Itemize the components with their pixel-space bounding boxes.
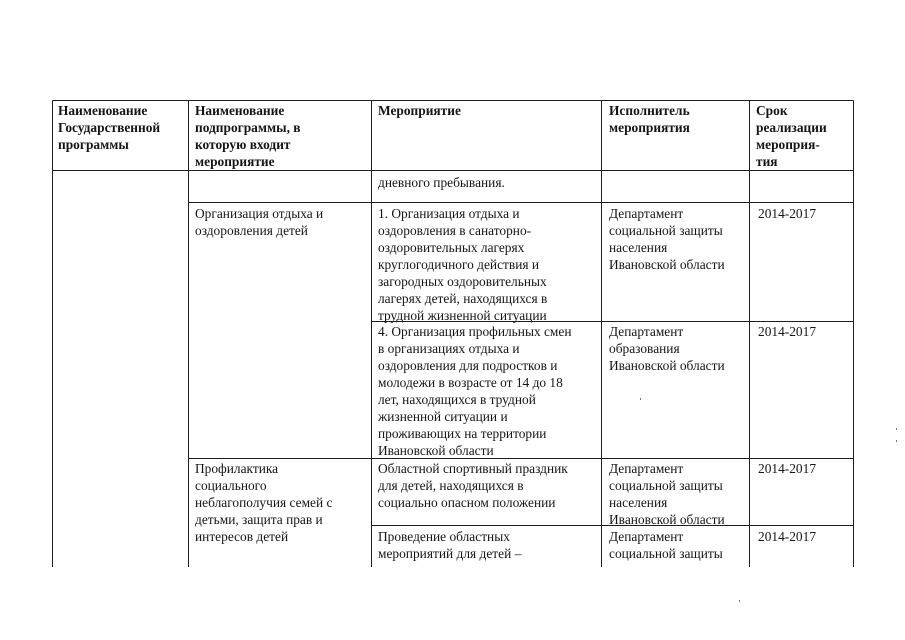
activity-term: 2014-2017 (758, 529, 817, 544)
activity-term: 2014-2017 (758, 324, 817, 339)
activity-term: 2014-2017 (758, 461, 817, 476)
activity-text: 4. Организация профильных смен в организациях отдыха и оздоровления для подростков и молодежи в возрасте от 14 до 18 лет, находящихся в трудной жизненной ситуации и проживающих на территории Ивановской области (378, 324, 572, 458)
subprogram-name: Организация отдыха и оздоровления детей (195, 206, 324, 238)
activity-executor: Департамент социальной защиты населения Ивановской области (609, 461, 725, 527)
scan-speck (896, 440, 897, 442)
activity-executor: Департамент социальной защиты (609, 529, 723, 561)
subprogram-name: Профилактика социального неблагополучия семей с детьми, защита прав и интересов детей (195, 461, 333, 544)
header-executor: Исполнитель мероприятия (609, 103, 690, 135)
scan-speck (896, 428, 897, 430)
activity-text: 1. Организация отдыха и оздоровления в санаторно- оздоровительных лагерях круглогодичного действия и загородных оздоровительных лагерях детей, находящихся в трудной жизненной ситуации (378, 206, 548, 323)
header-term: Срок реализации мероприя- тия (756, 103, 827, 169)
activity-executor: Департамент образования Ивановской области (609, 324, 725, 373)
activity-executor: Департамент социальной защиты населения Ивановской области (609, 206, 725, 272)
activity-text: Проведение областных мероприятий для детей – (378, 529, 522, 561)
scan-speck (739, 600, 740, 602)
header-subprogram: Наименование подпрограммы, в которую входит мероприятие (195, 103, 301, 169)
header-program: Наименование Государственной программы (58, 103, 161, 152)
scan-speck (640, 398, 641, 400)
continuation-text: дневного пребывания. (378, 175, 505, 190)
header-activity: Мероприятие (378, 103, 461, 118)
activity-text: Областной спортивный праздник для детей, находящихся в социально опасном положении (378, 461, 568, 510)
activity-term: 2014-2017 (758, 206, 817, 221)
